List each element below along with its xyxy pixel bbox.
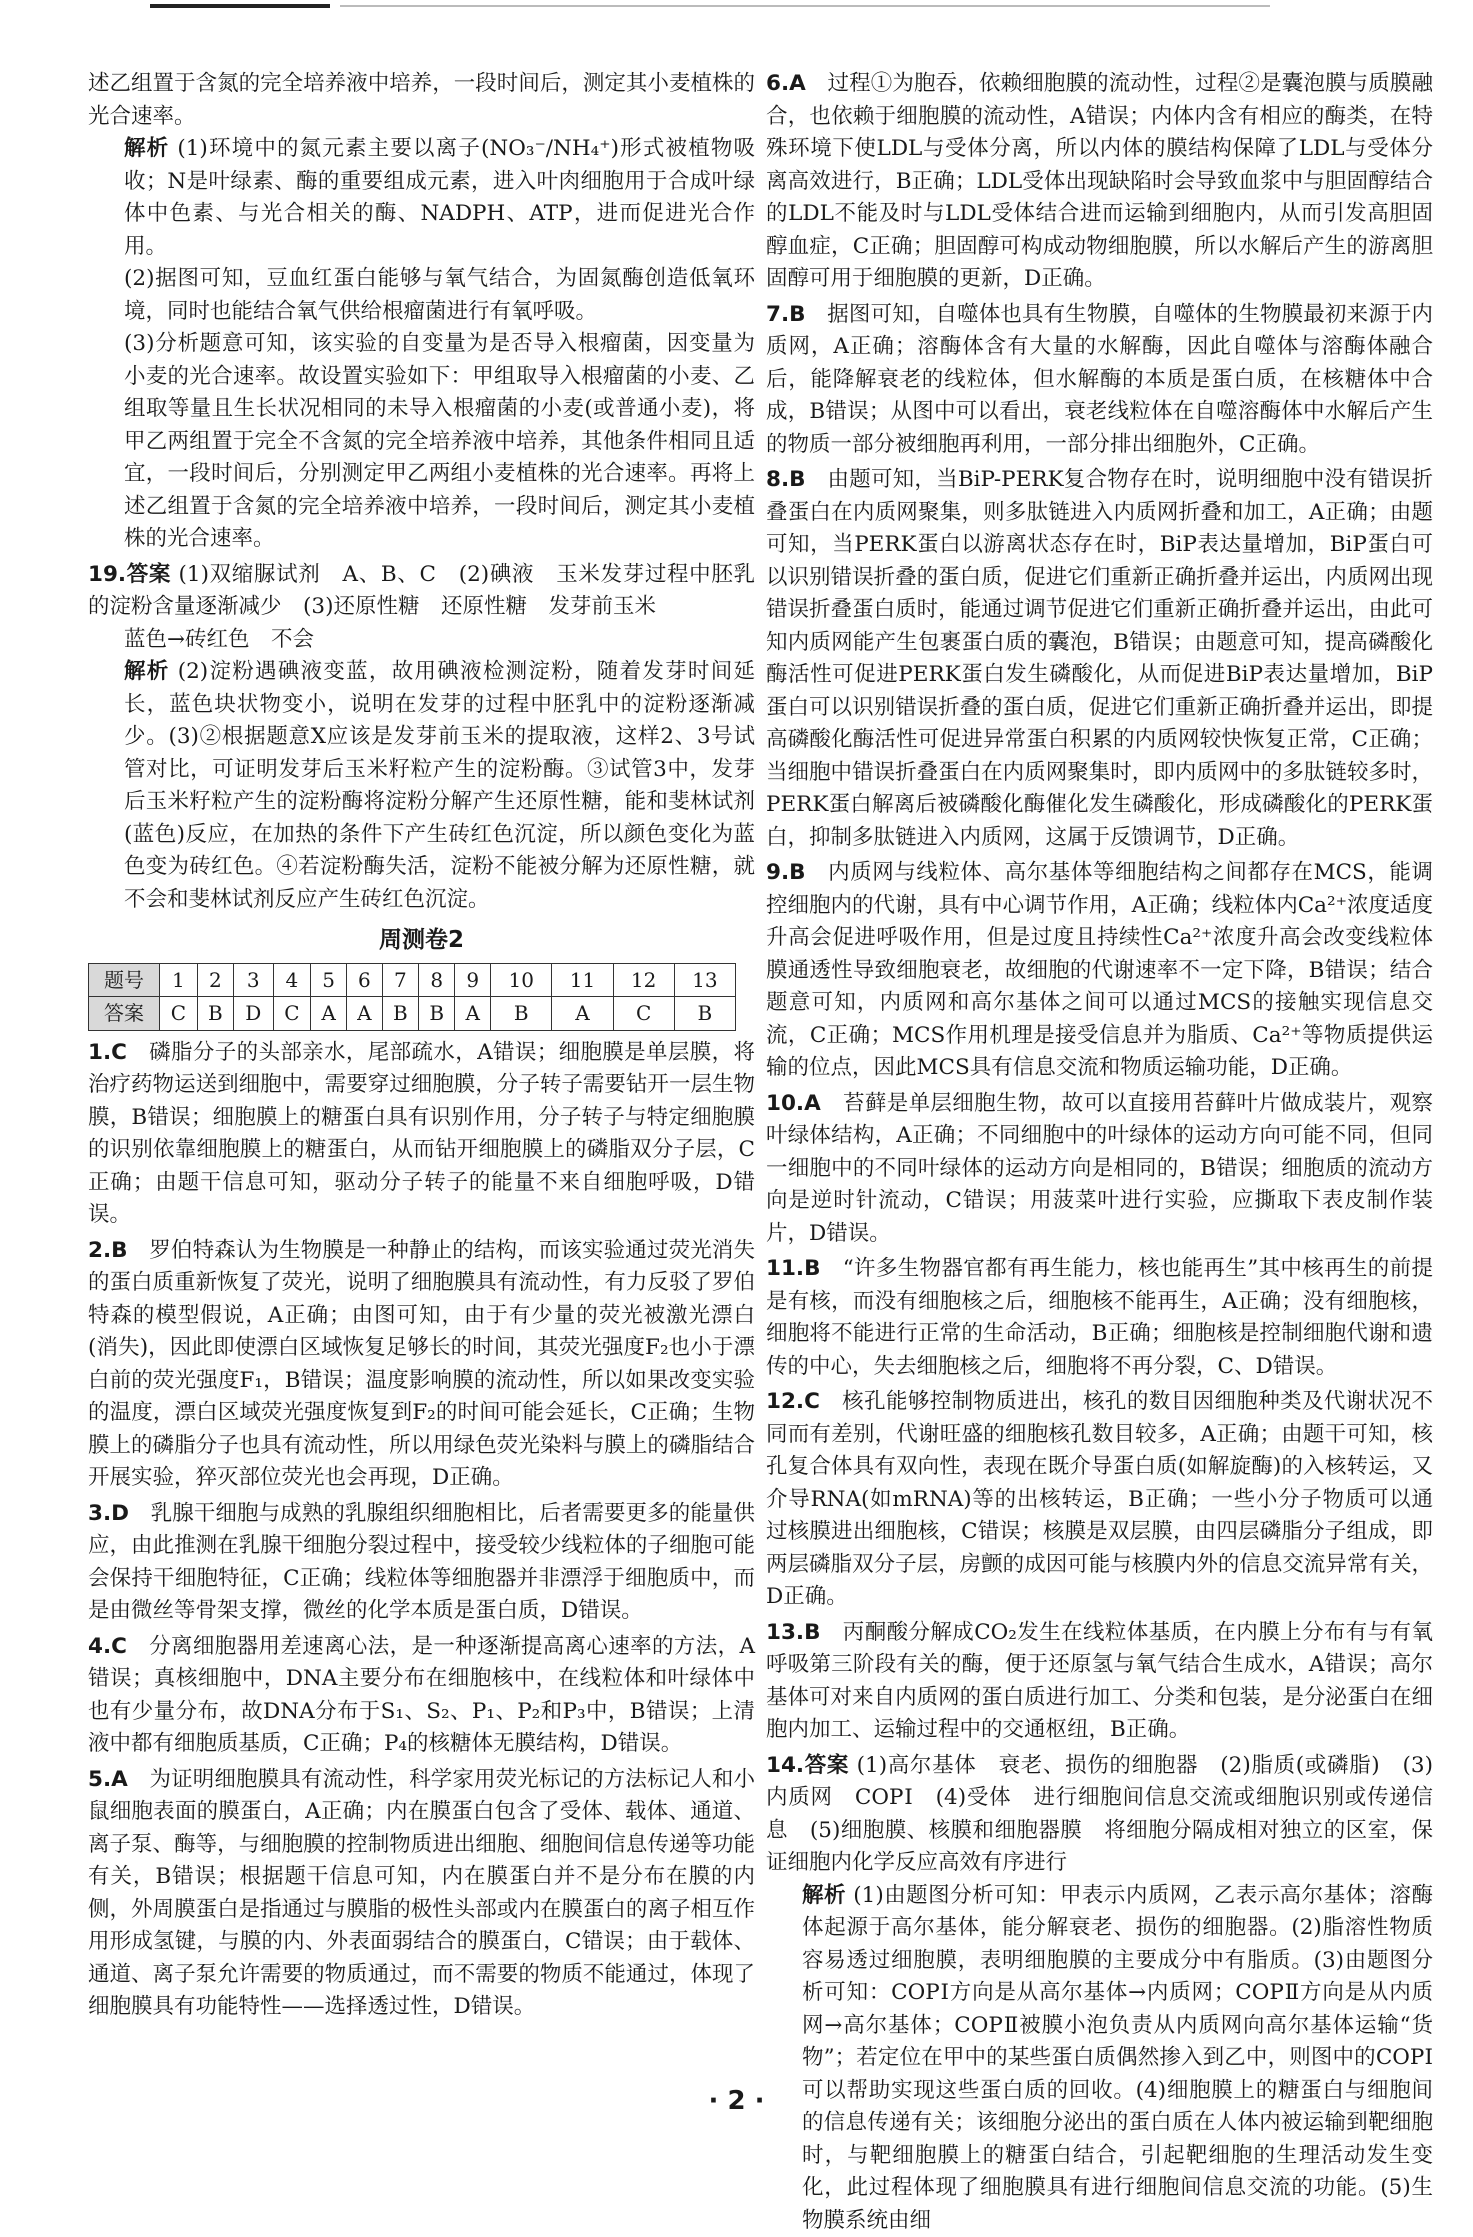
question-number: 13.B	[766, 1620, 820, 1645]
question-number: 1.C	[88, 1040, 127, 1065]
question-text: 为证明细胞膜具有流动性，科学家用荧光标记的方法标记人和小鼠细胞表面的膜蛋白，A正确；内在膜蛋白包含了受体、载体、通道、离子泵、酶等，与细胞膜的控制物质进出细胞、细胞间信息传递等功能有关，B错误；根据题干信息可知，内在膜蛋白并不是分布在膜的内侧，外周膜蛋白是指通过与膜脂的极性头部或内在膜蛋白的离子相互作用形成氢键，与膜的内、外表面弱结合的膜蛋白，C错误；由于载体、通道、离子泵允许需要的物质通过，而不需要的物质不能通过，体现了细胞膜具有功能特性——选择透过性，D错误。	[88, 1767, 755, 2020]
question-14	[766, 1750, 1433, 1880]
question-text: “许多生物器官都有再生能力，核也能再生”其中核再生的前提是有核，而没有细胞核之后，细胞核不能再生，A正确；没有细胞核，细胞将不能进行正常的生命活动，B正确；细胞核是控制细胞代谢和遗传的中心，失去细胞核之后，细胞将不再分裂，C、D错误。	[766, 1256, 1433, 1379]
table-cell: 2	[197, 963, 233, 997]
explanation-text: (2)淀粉遇碘液变蓝，故用碘液检测淀粉，随着发芽时间延长，蓝色块状物变小，说明在发芽的过程中胚乳中的淀粉逐渐减少。(3)②根据题意X应该是发芽前玉米的提取液，这样2、3号试管对比，可证明发芽后玉米籽粒产生的淀粉酶。③试管3中，发芽后玉米籽粒产生的淀粉酶将淀粉分解产生还原性糖，能和斐林试剂(蓝色)反应，在加热的条件下产生砖红色沉淀，所以颜色变化为蓝色变为砖红色。④若淀粉酶失活，淀粉不能被分解为还原性糖，就不会和斐林试剂反应产生砖红色沉淀。	[124, 659, 755, 912]
explanation-text: (1)环境中的氮元素主要以离子(NO₃⁻/NH₄⁺)形式被植物吸收；N是叶绿素、酶的重要组成元素，进入叶肉细胞用于合成叶绿体中色素、与光合相关的酶、NADPH、ATP，进而促进光合作用。	[124, 136, 755, 259]
table-cell: C	[613, 997, 674, 1031]
paragraph: 述乙组置于含氮的完全培养液中培养，一段时间后，测定其小麦植株的光合速率。	[88, 68, 755, 133]
right-column	[766, 68, 1433, 2078]
table-cell: 7	[382, 963, 418, 997]
question-3	[88, 1498, 755, 1628]
page-number: · 2 ·	[0, 2086, 1473, 2116]
table-cell: B	[419, 997, 455, 1031]
paragraph: (3)分析题意可知，该实验的自变量为是否导入根瘤菌，因变量为小麦的光合速率。故设置实验如下：甲组取导入根瘤菌的小麦、乙组取等量且生长状况相同的未导入根瘤菌的小麦(或普通小麦)，将甲乙两组置于完全不含氮的完全培养液中培养，其他条件相同且适宜，一段时间后，分别测定甲乙两组小麦植株的光合速率。再将上述乙组置于含氮的完全培养液中培养，一段时间后，测定其小麦植株的光合速率。	[88, 328, 755, 556]
question-text: 苔藓是单层细胞生物，故可以直接用苔藓叶片做成装片，观察叶绿体结构，A正确；不同细胞中的叶绿体的运动方向可能不同，但同一细胞中的不同叶绿体的运动方向是相同的，B错误；细胞质的流动方向是逆时针流动，C错误；用菠菜叶进行实验，应撕取下表皮制作装片，D错误。	[766, 1091, 1433, 1246]
question-10	[766, 1088, 1433, 1251]
question-text: 分离细胞器用差速离心法，是一种逐渐提高离心速率的方法，A错误；真核细胞中，DNA主要分布在细胞核中，在线粒体和叶绿体中也有少量分布，故DNA分布于S₁、S₂、P₁、P₂和P₃中，B错误；上清液中都有细胞质基质，C正确；P₄的核糖体无膜结构，D错误。	[88, 1634, 755, 1757]
question-7	[766, 299, 1433, 462]
top-rule-dark	[150, 4, 330, 8]
answer-label: 答案	[126, 562, 171, 587]
question-text: 由题可知，当BiP-PERK复合物存在时，说明细胞中没有错误折叠蛋白在内质网聚集，则多肽链进入内质网折叠和加工，A正确；由题可知，当PERK蛋白以游离状态存在时，BiP表达量增加，BiP蛋白可以识别错误折叠的蛋白质，促进它们重新正确折叠并运出，内质网出现错误折叠蛋白质时，能通过调节促进它们重新正确折叠并运出，由此可知内质网能产生包裹蛋白质的囊泡，B错误；由题意可知，提高磷酸化酶活性可促进PERK蛋白发生磷酸化，从而促进BiP表达量增加，BiP蛋白可以识别错误折叠的蛋白质，促进它们重新正确折叠并运出，即提高磷酸化酶活性可促进异常蛋白积累的内质网较快恢复正常，C正确；当细胞中错误折叠蛋白在内质网聚集时，即内质网中的多肽链较多时，PERK蛋白解离后被磷酸化酶催化发生磷酸化，形成磷酸化的PERK蛋白，抑制多肽链进入内质网，这属于反馈调节，D正确。	[766, 467, 1433, 850]
question-number: 11.B	[766, 1256, 820, 1281]
question-4	[88, 1631, 755, 1761]
question-text: 核孔能够控制物质进出，核孔的数目因细胞种类及代谢状况不同而有差别，代谢旺盛的细胞核孔数目较多，A正确；由题干可知，核孔复合体具有双向性，表现在既介导蛋白质(如解旋酶)的入核转运，又介导RNA(如mRNA)等的出核转运，B正确；一些小分子物质可以通过核膜进出细胞核，C错误；核膜是双层膜，由四层磷脂分子组成，即两层磷脂双分子层，房颤的成因可能与核膜内外的信息交流异常有关，D正确。	[766, 1389, 1433, 1609]
top-rule-light	[340, 5, 1270, 7]
table-cell: 8	[419, 963, 455, 997]
table-cell: A	[311, 997, 347, 1031]
question-2	[88, 1235, 755, 1495]
question-number: 7.B	[766, 302, 806, 327]
question-number: 10.A	[766, 1091, 821, 1116]
question-text: 乳腺干细胞与成熟的乳腺组织细胞相比，后者需要更多的能量供应，由此推测在乳腺干细胞分裂过程中，接受较少线粒体的子细胞可能会保持干细胞特征，C正确；线粒体等细胞器并非漂浮于细胞质中，而是由微丝等骨架支撑，微丝的化学本质是蛋白质，D错误。	[88, 1501, 755, 1624]
question-number: 6.A	[766, 71, 806, 96]
table-cell: A	[552, 997, 613, 1031]
table-cell: 5	[311, 963, 347, 997]
table-cell: D	[234, 997, 273, 1031]
table-row-answers	[89, 997, 736, 1031]
table-cell: 6	[346, 963, 382, 997]
table-header-cell: 答案	[89, 997, 160, 1031]
table-cell: A	[455, 997, 491, 1031]
question-text: 罗伯特森认为生物膜是一种静止的结构，而该实验通过荧光消失的蛋白质重新恢复了荧光，说明了细胞膜具有流动性，有力反驳了罗伯特森的模型假说，A正确；由图可知，由于有少量的荧光被激光漂白(消失)，因此即使漂白区域恢复足够长的时间，其荧光强度F₂也小于漂白前的荧光强度F₁，B错误；温度影响膜的流动性，所以如果改变实验的温度，漂白区域荧光强度恢复到F₂的时间可能会延长，C正确；生物膜上的磷脂分子也具有流动性，所以用绿色荧光染料与膜上的磷脂结合开展实验，猝灭部位荧光也会再现，D正确。	[88, 1238, 755, 1491]
answer-table	[88, 963, 736, 1031]
paragraph: (2)据图可知，豆血红蛋白能够与氧气结合，为固氮酶创造低氧环境，同时也能结合氧气供给根瘤菌进行有氧呼吸。	[88, 263, 755, 328]
question-number: 12.C	[766, 1389, 820, 1414]
section-title: 周测卷2	[88, 924, 755, 957]
table-header-cell: 题号	[89, 963, 160, 997]
question-number: 8.B	[766, 467, 806, 492]
table-cell: B	[491, 997, 552, 1031]
question-13	[766, 1617, 1433, 1747]
question-11	[766, 1253, 1433, 1383]
question-12	[766, 1386, 1433, 1614]
question-text: 内质网与线粒体、高尔基体等细胞结构之间都存在MCS，能调控细胞内的代谢，具有中心调节作用，A正确；线粒体内Ca²⁺浓度适度升高会促进呼吸作用，但是过度且持续性Ca²⁺浓度升高会改变线粒体膜通透性导致细胞衰老，故细胞的代谢速率不一定下降，B错误；结合题意可知，内质网和高尔基体之间可以通过MCS的接触实现信息交流，C正确；MCS作用机理是接受信息并为脂质、Ca²⁺等物质提供运输的位点，因此MCS具有信息交流和物质运输功能，D正确。	[766, 860, 1433, 1080]
table-cell: C	[160, 997, 198, 1031]
question-9	[766, 857, 1433, 1085]
table-row-numbers	[89, 963, 736, 997]
question-text: 过程①为胞吞，依赖细胞膜的流动性，过程②是囊泡膜与质膜融合，也依赖于细胞膜的流动性，A错误；内体内含有相应的酶类，在特殊环境下使LDL与受体分离，所以内体的膜结构保障了LDL与受体分离高效进行，B正确；LDL受体出现缺陷时会导致血浆中与胆固醇结合的LDL不能及时与LDL受体结合进而运输到细胞内，从而引发高胆固醇血症，C正确；胆固醇可构成动物细胞膜，所以水解后产生的游离胆固醇可用于细胞膜的更新，D正确。	[766, 71, 1433, 291]
question-5	[88, 1764, 755, 2024]
explanation-label: 解析	[124, 659, 170, 684]
table-cell: B	[674, 997, 735, 1031]
table-cell: 12	[613, 963, 674, 997]
question-number: 19.	[88, 562, 126, 587]
explanation-label: 解析	[124, 136, 169, 161]
table-cell: A	[346, 997, 382, 1031]
question-19	[88, 559, 755, 624]
table-cell: B	[382, 997, 418, 1031]
question-8	[766, 464, 1433, 854]
left-column	[88, 68, 755, 2078]
table-cell: 13	[674, 963, 735, 997]
table-cell: 3	[234, 963, 273, 997]
question-number: 3.D	[88, 1501, 129, 1526]
question-text: 丙酮酸分解成CO₂发生在线粒体基质，在内膜上分布有与有氧呼吸第三阶段有关的酶，便于还原氢与氧气结合生成水，A错误；高尔基体可对来自内质网的蛋白质进行加工、分类和包装，是分泌蛋白在细胞内加工、运输过程中的交通枢纽，B正确。	[766, 1620, 1433, 1743]
table-cell: 1	[160, 963, 198, 997]
table-cell: 4	[273, 963, 311, 997]
question-1	[88, 1037, 755, 1232]
question-number: 14.	[766, 1753, 804, 1778]
answer-text: (1)双缩脲试剂 A、B、C (2)碘液 玉米发芽过程中胚乳的淀粉含量逐渐减少 (3)还原性糖 还原性糖 发芽前玉米	[88, 562, 755, 620]
explanation-text: (1)由题图分析可知：甲表示内质网，乙表示高尔基体；溶酶体起源于高尔基体，能分解衰老、损伤的细胞器。(2)脂溶性物质容易透过细胞膜，表明细胞膜的主要成分中有脂质。(3)由题图分析可知：COPⅠ方向是从高尔基体→内质网；COPⅡ方向是从内质网→高尔基体；COPⅡ被膜小泡负责从内质网向高尔基体运输“货物”；若定位在甲中的某些蛋白质偶然掺入到乙中，则图中的COPⅠ可以帮助实现这些蛋白质的回收。(4)细胞膜上的糖蛋白与细胞间的信息传递有关；该细胞分泌出的蛋白质在人体内被运输到靶细胞时，与靶细胞膜上的糖蛋白结合，引起靶细胞的生理活动发生变化，此过程体现了细胞膜具有进行细胞间信息交流的功能。(5)生物膜系统由细	[802, 1883, 1433, 2233]
table-cell: 11	[552, 963, 613, 997]
answer-label: 答案	[804, 1753, 849, 1778]
table-cell: 10	[491, 963, 552, 997]
question-number: 5.A	[88, 1767, 128, 1792]
question-number: 9.B	[766, 860, 806, 885]
table-cell: B	[197, 997, 233, 1031]
table-cell: C	[273, 997, 311, 1031]
answer-text: (1)高尔基体 衰老、损伤的细胞器 (2)脂质(或磷脂) (3)内质网 COPⅠ (4)受体 进行细胞间信息交流或细胞识别或传递信息 (5)细胞膜、核膜和细胞器膜 将细胞分隔成相对独立的区室，保证细胞内化学反应高效有序进行	[766, 1753, 1433, 1876]
question-number: 2.B	[88, 1238, 128, 1263]
explanation-block	[88, 133, 755, 263]
explanation-block	[88, 656, 755, 916]
question-number: 4.C	[88, 1634, 127, 1659]
top-rule	[150, 4, 1270, 10]
table-cell: 9	[455, 963, 491, 997]
explanation-block	[766, 1880, 1433, 2237]
explanation-label: 解析	[802, 1883, 846, 1908]
question-text: 据图可知，自噬体也具有生物膜，自噬体的生物膜最初来源于内质网，A正确；溶酶体含有大量的水解酶，因此自噬体与溶酶体融合后，能降解衰老的线粒体，但水解酶的本质是蛋白质，在核糖体中合成，B错误；从图中可以看出，衰老线粒体在自噬溶酶体中水解后产生的物质一部分被细胞再利用，一部分排出细胞外，C正确。	[766, 302, 1433, 457]
question-text: 磷脂分子的头部亲水，尾部疏水，A错误；细胞膜是单层膜，将治疗药物运送到细胞中，需要穿过细胞膜，分子转子需要钻开一层生物膜，B错误；细胞膜上的糖蛋白具有识别作用，分子转子与特定细胞膜的识别依靠细胞膜上的糖蛋白，从而钻开细胞膜上的磷脂双分子层，C正确；由题干信息可知，驱动分子转子的能量不来自细胞呼吸，D错误。	[88, 1040, 755, 1228]
question-6	[766, 68, 1433, 296]
answer-text-cont: 蓝色→砖红色 不会	[88, 624, 755, 657]
